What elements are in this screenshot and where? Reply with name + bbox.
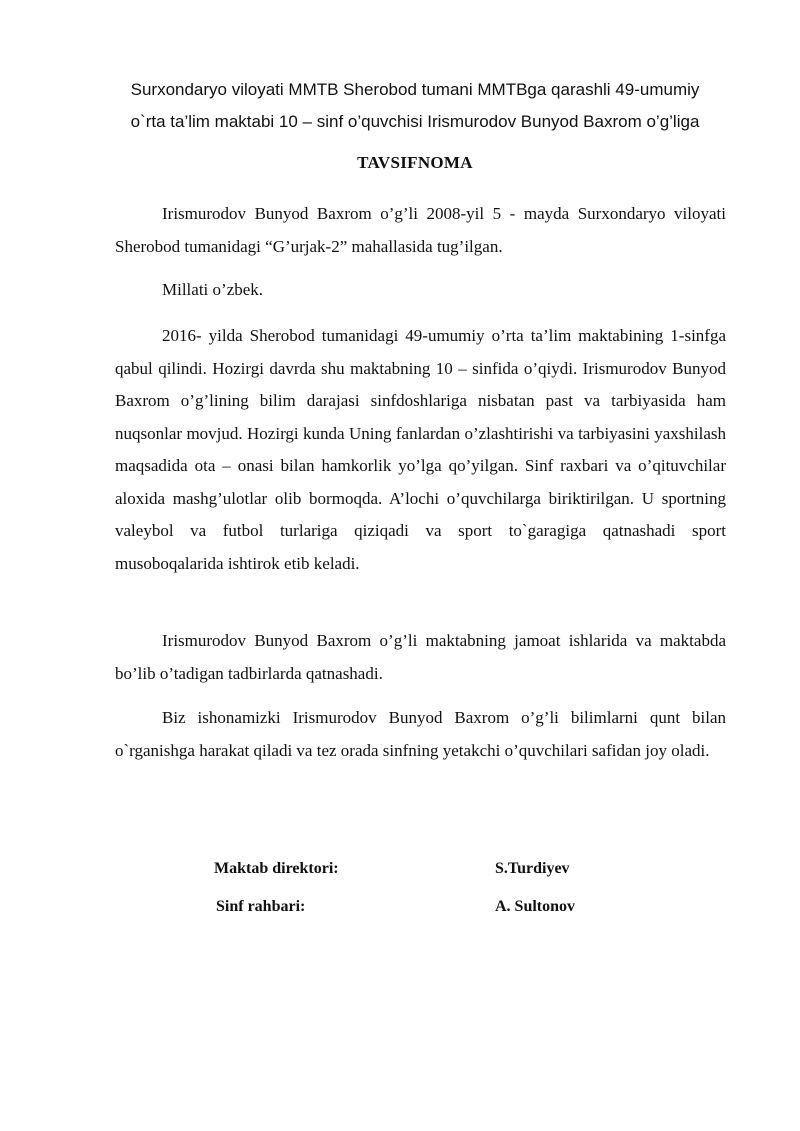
signature-role-director: Maktab direktori: — [214, 860, 339, 877]
signature-name-director: S.Turdiyev — [495, 860, 570, 877]
paragraph-activities — [115, 625, 726, 690]
document-header — [100, 74, 730, 138]
paragraph-birth — [115, 198, 726, 263]
paragraph-text: Millati o’zbek. — [162, 280, 264, 299]
paragraph-text: Irismurodov Bunyod Baxrom o’g’li maktabning jamoat ishlarida va maktabda bo’lib o’tadigan tadbirlarda qatnashadi. — [115, 631, 726, 683]
paragraph-text: Biz ishonamizki Irismurodov Bunyod Baxrom o’g’li bilimlarni qunt bilan o`rganishga harakat qiladi va tez orada sinfning yetakchi o’quvchilari safidan joy oladi. — [115, 708, 726, 760]
paragraph-conclusion — [115, 702, 726, 767]
paragraph-text: Irismurodov Bunyod Baxrom o’g’li 2008-yil 5 - mayda Surxondaryo viloyati Sherobod tumanidagi “G’urjak-2” mahallasida tug’ilgan. — [115, 204, 726, 256]
document-title: TAVSIFNOMA — [357, 153, 473, 172]
signature-name-class-teacher: A. Sultonov — [495, 898, 576, 915]
paragraph-text: 2016- yilda Sherobod tumanidagi 49-umumiy o’rta ta’lim maktabining 1-sinfga qabul qilindi. Hozirgi davrda shu maktabning 10 – sinfida o’qiydi. Irismurodov Bunyod Baxrom o’g’lining bilim darajasi sinfdoshlariga nisbatan past va tarbiyasida ham nuqsonlar movjud. Hozirgi kunda Uning fanlardan o’zlashtirishi va tarbiyasini yaxshilash maqsadida ota – onasi bilan hamkorlik yo’lga qo’yilgan. Sinf raxbari va o’qituvchilar aloxida mashg’ulotlar olib bormoqda. A’lochi o’quvchilarga biriktirilgan. U sportning valeybol va futbol turlariga qiziqadi va sport to`garagiga qatnashadi sport musoboqalarida ishtirok etib keladi. — [115, 326, 726, 573]
header-line-1: Surxondaryo viloyati MMTB Sherobod tumani MMTBga qarashli 49-umumiy — [130, 80, 700, 99]
paragraph-nationality — [115, 274, 726, 307]
header-line-2: o`rta ta’lim maktabi 10 – sinf o’quvchisi Irismurodov Bunyod Baxrom o’g’liga — [130, 112, 700, 131]
signature-role-class-teacher: Sinf rahbari: — [216, 898, 306, 915]
paragraph-education — [115, 320, 726, 580]
